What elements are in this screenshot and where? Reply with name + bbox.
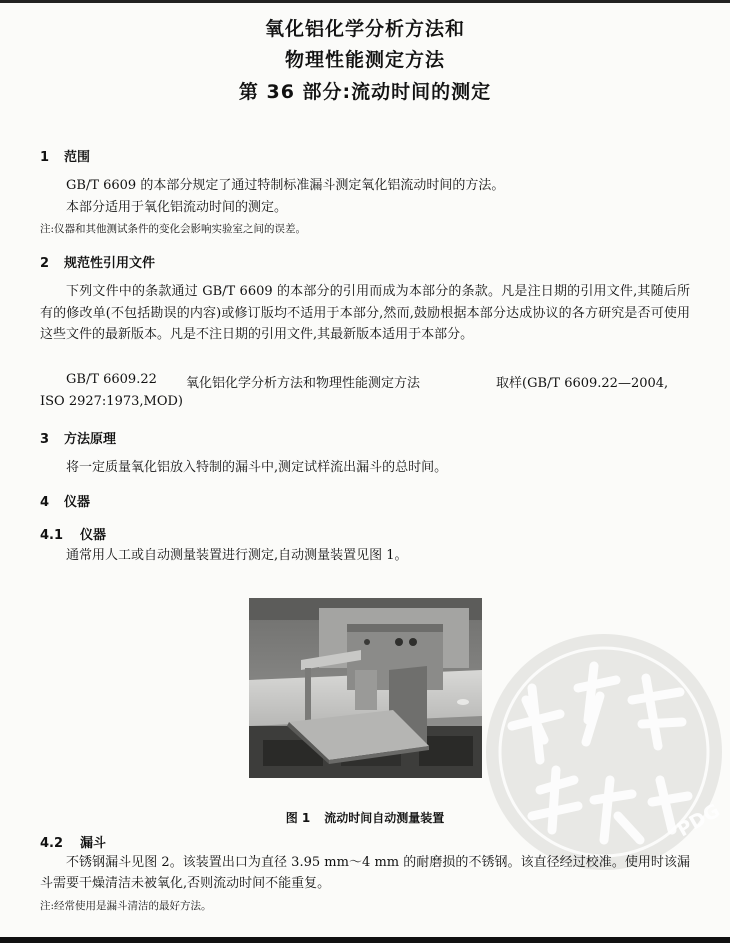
reference-tail: 取样(GB/T 6609.22—2004, xyxy=(496,376,669,391)
flow-time-apparatus-image xyxy=(249,598,482,778)
section-1-heading xyxy=(40,146,90,165)
section-2-para-1: 下列文件中的条款通过 GB/T 6609 的本部分的引用而成为本部分的条款。凡是注日期的引用文件,其随后所有的修改单(不包括勘误的内容)或修订版均不适用于本部分,然而,鼓励根据本部分达成协议的各方研究是否可使用这些文件的最新版本。凡是不注日期的引用文件,其最新版本适用于本部分。 xyxy=(40,284,690,342)
section-3-number: 3 xyxy=(40,432,50,447)
section-3-heading xyxy=(40,428,116,447)
figure-1-caption xyxy=(0,809,730,826)
section-1-title: 范围 xyxy=(64,150,91,165)
doc-title-line-2: 物理性能测定方法 xyxy=(284,49,445,71)
section-4-title: 仪器 xyxy=(64,495,91,510)
section-2-title: 规范性引用文件 xyxy=(64,256,156,271)
reference-title: 氧化铝化学分析方法和物理性能测定方法 xyxy=(186,376,421,391)
subsection-4-2-number: 4.2 xyxy=(40,836,64,851)
section-1-para-1: GB/T 6609 的本部分规定了通过特制标准漏斗测定氧化铝流动时间的方法。 xyxy=(66,178,505,193)
section-3-para-1: 将一定质量氧化铝放入特制的漏斗中,测定试样流出漏斗的总时间。 xyxy=(66,460,448,475)
figure-1-label: 图 1 xyxy=(285,811,311,825)
scan-top-border xyxy=(0,0,730,3)
section-1-para-2: 本部分适用于氧化铝流动时间的测定。 xyxy=(66,200,288,215)
subsection-4-2-title: 漏斗 xyxy=(80,836,107,851)
subsection-4-1-title: 仪器 xyxy=(80,528,107,543)
scan-bottom-border xyxy=(0,937,730,943)
section-1-note: 注:仪器和其他测试条件的变化会影响实验室之间的误差。 xyxy=(40,223,307,235)
subsection-4-1-number: 4.1 xyxy=(40,528,64,543)
scanner-seal-watermark xyxy=(482,630,727,875)
normative-reference-line-2: ISO 2927:1973,MOD) xyxy=(40,394,183,409)
section-3-title: 方法原理 xyxy=(64,432,117,447)
doc-title-line-3: 第 36 部分:流动时间的测定 xyxy=(238,81,492,103)
subsection-4-2-note: 注:经常使用是漏斗清洁的最好方法。 xyxy=(40,900,212,912)
subsection-4-1-para: 通常用人工或自动测量装置进行测定,自动测量装置见图 1。 xyxy=(66,548,408,563)
section-2-heading xyxy=(40,252,155,271)
reference-code: GB/T 6609.22 xyxy=(66,372,157,387)
figure-1-caption-text: 流动时间自动测量装置 xyxy=(324,811,445,825)
normative-reference-line-1 xyxy=(40,372,690,392)
section-2-number: 2 xyxy=(40,256,50,271)
subsection-4-2-para: 不锈钢漏斗见图 2。该装置出口为直径 3.95 mm～4 mm 的耐磨损的不锈钢。该直径经过校准。使用时该漏斗需要干燥清洁未被氧化,否则流动时间不能重复。 xyxy=(40,855,690,891)
doc-title-line-1: 氧化铝化学分析方法和 xyxy=(264,18,465,40)
section-1-number: 1 xyxy=(40,150,50,165)
figure-1-photo xyxy=(249,598,482,778)
subsection-4-2-heading xyxy=(40,832,106,851)
watermark-label: PDG xyxy=(673,799,724,842)
section-4-number: 4 xyxy=(40,495,50,510)
subsection-4-1-heading xyxy=(40,524,106,543)
section-4-heading xyxy=(40,491,90,510)
